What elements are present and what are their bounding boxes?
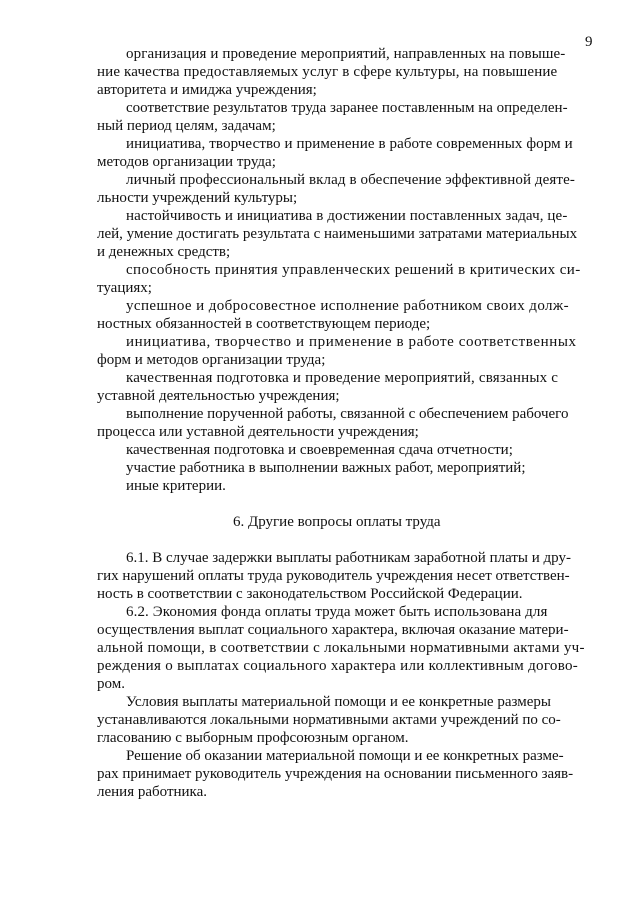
text-line: участие работника в выполнении важных работ, мероприятий; <box>126 460 526 476</box>
text-line: лей, умение достигать результата с наименьшими затратами материальных <box>97 226 578 242</box>
text-line: гих нарушений оплаты труда руководитель учреждения несет ответствен- <box>97 568 570 584</box>
text-line: ние качества предоставляемых услуг в сфере культуры, на повышение <box>97 64 558 80</box>
text-line: устанавливаются локальными нормативными актами учреждений по со- <box>97 712 561 728</box>
text-line: 6.1. В случае задержки выплаты работникам заработной платы и дру- <box>126 550 571 566</box>
text-line: настойчивость и инициатива в достижении поставленных задач, це- <box>126 208 568 224</box>
text-line: инициатива, творчество и применение в работе соответственных <box>126 334 577 350</box>
text-line: туациях; <box>97 280 152 296</box>
text-line: ром. <box>97 676 125 692</box>
text-line: ность в соответствии с законодательством Российской Федерации. <box>97 586 523 602</box>
text-line: уставной деятельностью учреждения; <box>97 388 340 404</box>
text-line: Условия выплаты материальной помощи и ее конкретные размеры <box>126 694 551 710</box>
text-line: личный профессиональный вклад в обеспечение эффективной деяте- <box>126 172 575 188</box>
text-line: рах принимает руководитель учреждения на основании письменного заяв- <box>97 766 574 782</box>
text-line: соответствие результатов труда заранее поставленным на определен- <box>126 100 568 116</box>
text-line: гласованию с выборным профсоюзным органом. <box>97 730 409 746</box>
text-line: организация и проведение мероприятий, направленных на повыше- <box>126 46 566 62</box>
text-line: успешное и добросовестное исполнение работником своих долж- <box>126 298 570 314</box>
text-line: качественная подготовка и своевременная сдача отчетности; <box>126 442 513 458</box>
text-line: выполнение порученной работы, связанной с обеспечением рабочего <box>126 406 569 422</box>
text-line: реждения о выплатах социального характера или коллективным догово- <box>97 658 579 674</box>
text-line: методов организации труда; <box>97 154 276 170</box>
text-line: качественная подготовка и проведение мероприятий, связанных с <box>126 370 559 386</box>
text-line: авторитета и имиджа учреждения; <box>97 82 317 98</box>
text-line: и денежных средств; <box>97 244 231 260</box>
text-line: способность принятия управленческих решений в критических си- <box>126 262 581 278</box>
text-line: ления работника. <box>97 784 208 800</box>
page-number: 9 <box>585 34 593 50</box>
text-line: 6.2. Экономия фонда оплаты труда может быть использована для <box>126 604 548 620</box>
text-line: иные критерии. <box>126 478 226 494</box>
text-line: альной помощи, в соответствии с локальными нормативными актами уч- <box>97 640 585 656</box>
text-line: процесса или уставной деятельности учреждения; <box>97 424 419 440</box>
text-line: инициатива, творчество и применение в работе современных форм и <box>126 136 573 152</box>
text-line: ностных обязанностей в соответствующем периоде; <box>97 316 431 332</box>
section-heading: 6. Другие вопросы оплаты труда <box>233 514 441 530</box>
text-line: осуществления выплат социального характера, включая оказание матери- <box>97 622 569 638</box>
text-line: Решение об оказании материальной помощи и ее конкретных разме- <box>126 748 564 764</box>
text-line: ный период целям, задачам; <box>97 118 276 134</box>
text-line: форм и методов организации труда; <box>97 352 326 368</box>
text-line: льности учреждений культуры; <box>97 190 298 206</box>
